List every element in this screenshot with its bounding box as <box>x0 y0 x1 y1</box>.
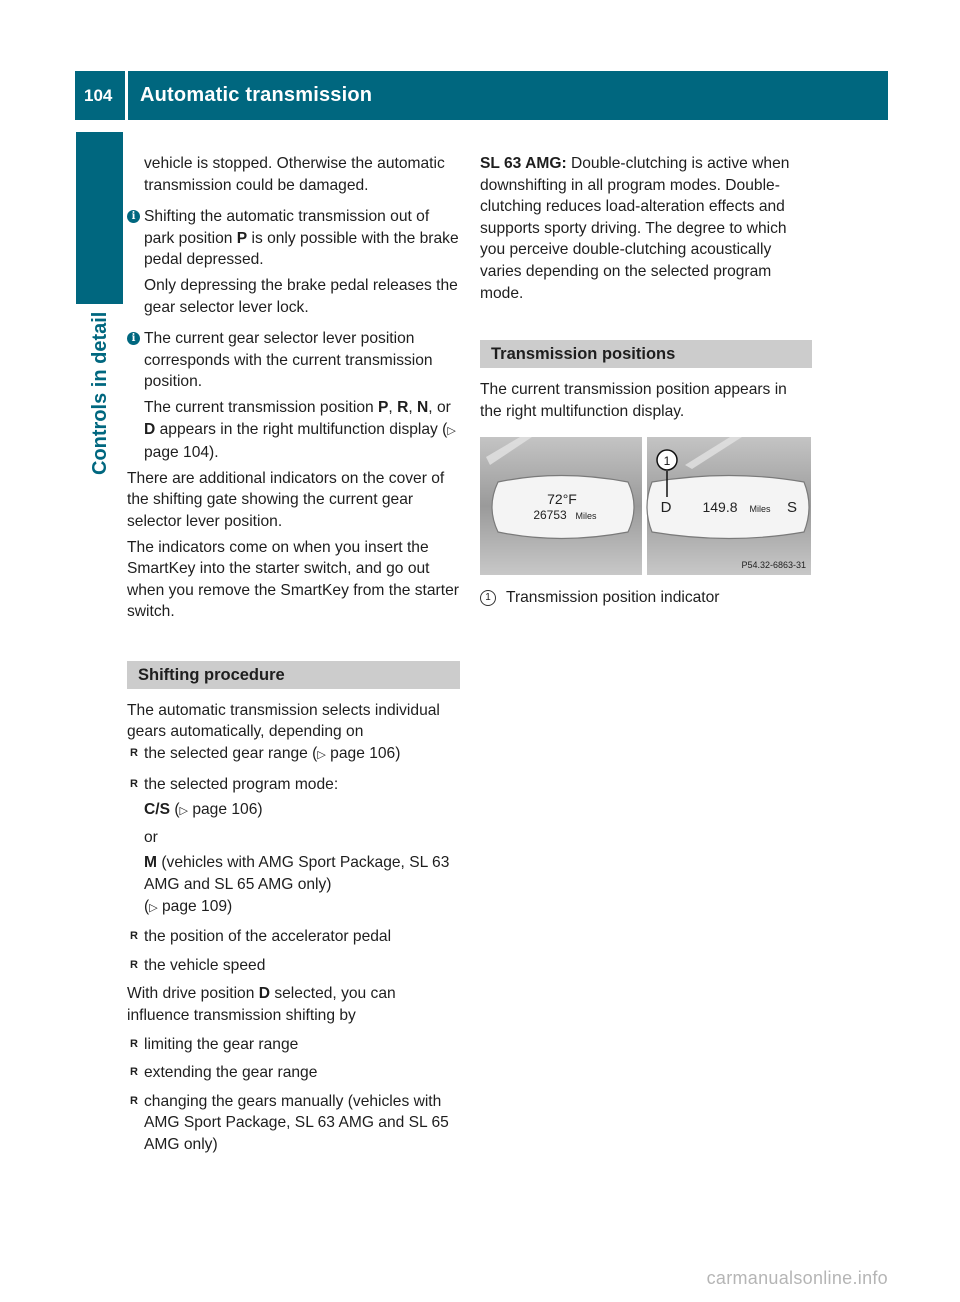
list-item: R the vehicle speed <box>127 955 460 977</box>
page-number-box <box>75 71 125 120</box>
callout-number: 1 <box>663 454 671 469</box>
chapter-title: Automatic transmission <box>140 84 373 106</box>
section-heading-shifting: Shifting procedure <box>127 661 460 689</box>
bullet-icon: R <box>130 930 138 943</box>
positions-paragraph: The current transmission position appears in the right multifunction display. <box>480 381 787 420</box>
list-item: R the position of the accelerator pedal <box>127 926 460 948</box>
list-item: R changing the gears manually (vehicles with AMG Sport Package, SL 63 AMG and SL 65 AMG only) <box>130 1092 449 1153</box>
left-column <box>127 153 460 1163</box>
bullet-icon: R <box>130 1094 138 1107</box>
indicators-paragraph: There are additional indicators on the cover of the shifting gate showing the current gear selector lever position. <box>127 469 445 530</box>
page-ref-icon: ▷ <box>179 805 188 818</box>
amg-paragraph: SL 63 AMG: Double-clutching is active when downshifting in all program modes. Double-clutching reduces load-alteration effects and supports sporty driving. The degree to which you perceive double-clutching acoustically varies depending on the selected program mode. <box>480 155 790 302</box>
chapter-header <box>128 71 888 120</box>
info-park-text-2: Only depressing the brake pedal releases the gear selector lever lock. <box>144 276 458 316</box>
cluster-illustration <box>480 437 811 575</box>
intro-paragraph: vehicle is stopped. Otherwise the automatic transmission could be damaged. <box>144 155 445 194</box>
list-item: R the selected gear range (▷ page 106) <box>127 743 460 767</box>
info-icon: i <box>127 332 140 345</box>
list-item: R extending the gear range <box>127 1062 460 1084</box>
info-note-position <box>127 328 460 464</box>
info-icon: i <box>127 210 140 223</box>
bullet-icon: R <box>130 1066 138 1079</box>
odometer-unit: Miles <box>575 511 597 522</box>
bullet-icon: R <box>130 747 138 760</box>
info-park-text: Shifting the automatic transmission out of park position P is only possible with the brake pedal depressed. <box>144 208 459 269</box>
figure-legend <box>480 587 812 609</box>
watermark: carmanualsonline.info <box>706 1268 888 1289</box>
page-number: 104 <box>84 86 113 105</box>
section-heading-positions: Transmission positions <box>480 340 812 368</box>
info-position-text: The current gear selector lever position corresponds with the current transmission position. <box>144 330 433 391</box>
figure-code: P54.32-6863-31 <box>741 560 806 571</box>
temperature-readout: 72°F <box>547 491 577 508</box>
trip-unit: Miles <box>749 504 771 515</box>
info-position-text-2: The current transmission position P, R, N, or D appears in the right multifunction display (▷ page 104). <box>144 398 456 462</box>
odometer-readout: 26753 <box>533 508 567 523</box>
side-tab-marker <box>76 132 123 304</box>
bullet-icon: R <box>130 777 138 790</box>
list-item: R limiting the gear range <box>127 1034 460 1056</box>
shifting-intro: The automatic transmission selects individual gears automatically, depending on <box>127 701 440 741</box>
page-ref-icon: ▷ <box>317 749 326 762</box>
bullet-icon: R <box>130 1037 138 1050</box>
program-indicator: S <box>786 499 798 517</box>
list-item: R the selected program mode: C/S (▷ page 106) or M (vehicles with AMG Sport Package, SL 63 AMG and SL 65 AMG only) (▷ page 109) <box>130 775 450 915</box>
left-display-panel <box>492 476 634 539</box>
page-ref-icon: ▷ <box>149 901 158 914</box>
smartkey-paragraph: The indicators come on when you insert the SmartKey into the starter switch, and go out when you remove the SmartKey from the starter switch. <box>127 538 459 621</box>
legend-number-icon: 1 <box>480 590 496 606</box>
gear-indicator: D <box>660 499 672 517</box>
side-tab-label: Controls in detail <box>89 312 111 476</box>
right-column <box>480 153 812 609</box>
trip-readout: 149.8 <box>702 499 738 516</box>
instrument-cluster-figure <box>480 437 811 575</box>
drive-paragraph: With drive position D selected, you can influence transmission shifting by <box>127 985 396 1024</box>
page-ref-icon: ▷ <box>447 424 456 437</box>
bullet-icon: R <box>130 958 138 971</box>
info-note-park <box>127 206 460 318</box>
legend-text: Transmission position indicator <box>506 589 720 607</box>
